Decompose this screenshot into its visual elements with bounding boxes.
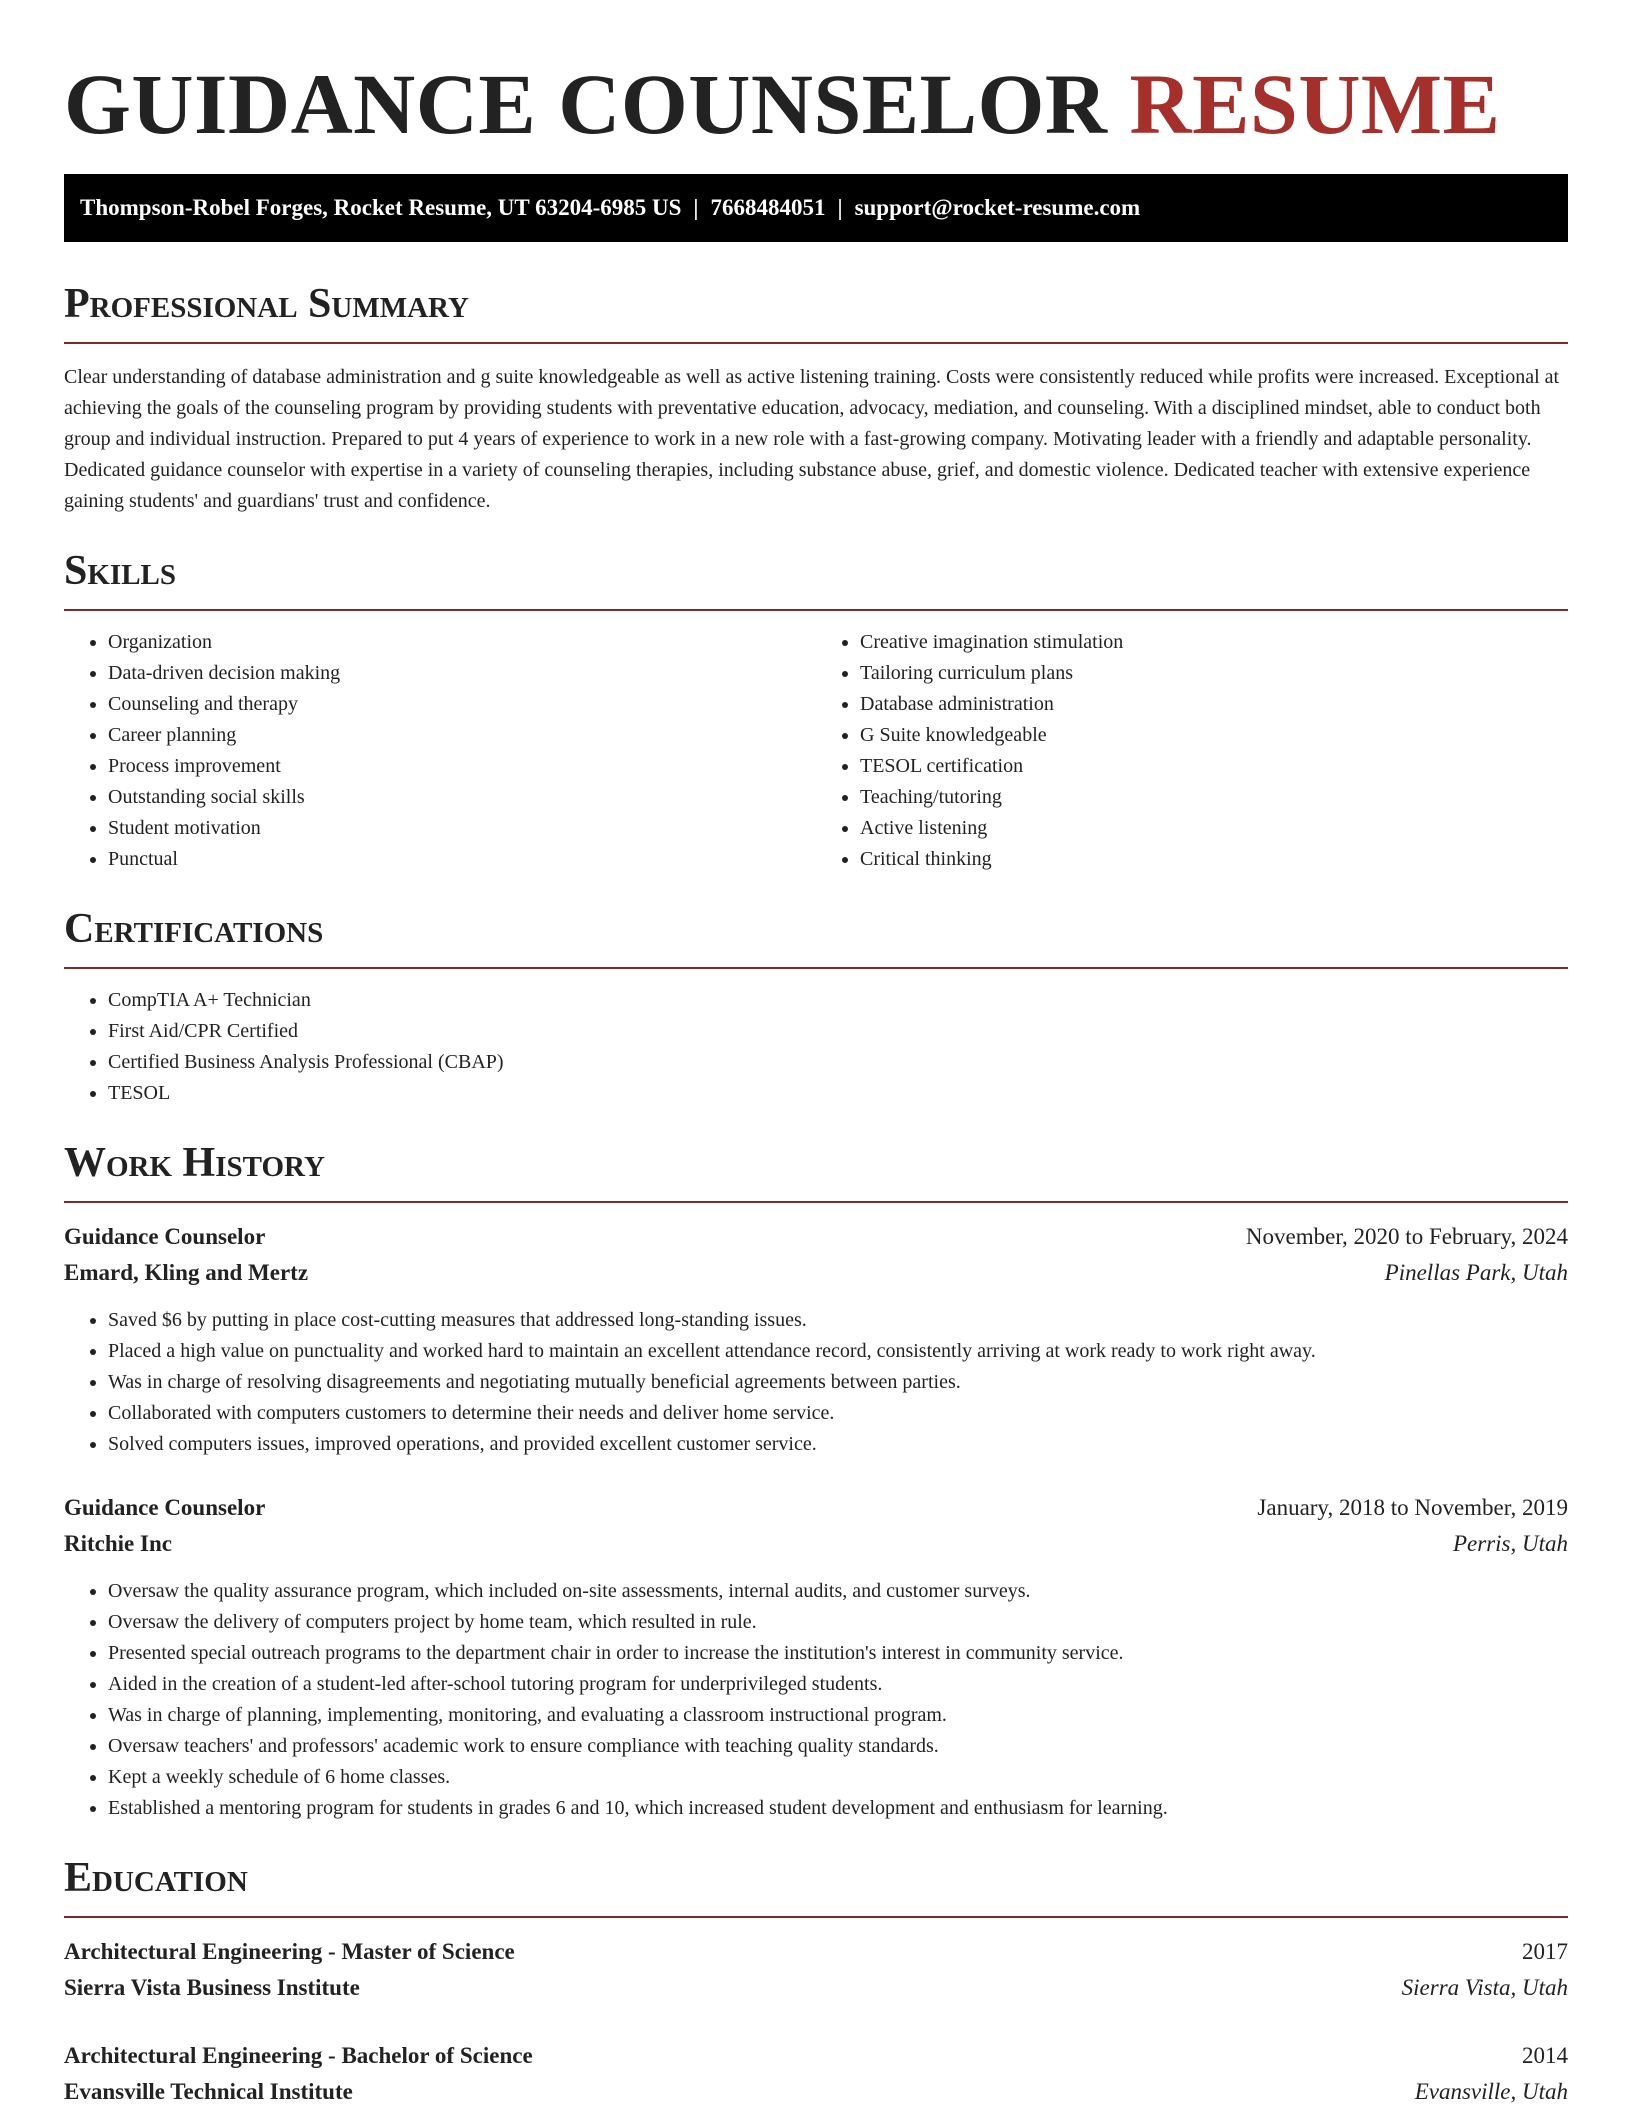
- skill-item: • Creative imagination stimulation: [860, 627, 1568, 658]
- education-school-row: [64, 1970, 1568, 2006]
- education-entry: [64, 2038, 1568, 2110]
- skill-item: • Student motivation: [108, 813, 816, 844]
- contact-address: Thompson-Robel Forges, Rocket Resume, UT 63204-6985 US: [80, 195, 682, 220]
- skill-item: • Organization: [108, 627, 816, 658]
- contact-bar: [64, 174, 1568, 242]
- skill-item: • G Suite knowledgeable: [860, 720, 1568, 751]
- contact-phone[interactable]: 7668484051: [710, 195, 826, 220]
- job-header-row: [64, 1219, 1568, 1255]
- contact-separator: |: [837, 195, 843, 220]
- job-bullet: • Was in charge of resolving disagreements and negotiating mutually beneficial agreements between parties.: [108, 1367, 1568, 1398]
- job-bullets: [64, 1576, 1568, 1824]
- summary-text: Clear understanding of database administration and g suite knowledgeable as well as active listening training. Costs were consistently reduced while profits were increased. Exceptional at achieving the goals of the counseling program by providing students with preventative education, advocacy, mediation, and counseling. With a disciplined mindset, able to conduct both group and individual instruction. Prepared to put 4 years of experience to work in a new role with a fast-growing company. Motivating leader with a friendly and adaptable personality. Dedicated guidance counselor with expertise in a variety of counseling therapies, including substance abuse, grief, and domestic violence. Dedicated teacher with extensive experience gaining students' and guardians' trust and confidence.: [64, 366, 1560, 512]
- resume-page: [64, 0, 1568, 2110]
- job-header-row: [64, 1490, 1568, 1526]
- job-bullet: • Oversaw the quality assurance program, which included on-site assessments, internal audits, and customer surveys.: [108, 1576, 1568, 1607]
- resume-title: [64, 58, 1568, 150]
- job-bullet: • Collaborated with computers customers to determine their needs and deliver home service.: [108, 1398, 1568, 1429]
- job-bullet: • Placed a high value on punctuality and worked hard to maintain an excellent attendance record, consistently arriving at work ready to work right away.: [108, 1336, 1568, 1367]
- skills-list-left: [64, 627, 816, 875]
- education-year: 2014: [1522, 2043, 1568, 2068]
- job-bullet: • Oversaw teachers' and professors' academic work to ensure compliance with teaching quality standards.: [108, 1731, 1568, 1762]
- skill-item: • TESOL certification: [860, 751, 1568, 782]
- education-section: [64, 1854, 1568, 2110]
- job-location: Pinellas Park, Utah: [1384, 1260, 1568, 1285]
- skill-item: • Teaching/tutoring: [860, 782, 1568, 813]
- contact-email[interactable]: support@rocket-resume.com: [854, 195, 1141, 220]
- education-degree-row: [64, 2038, 1568, 2074]
- education-school: Sierra Vista Business Institute: [64, 1975, 360, 2000]
- skill-item: • Career planning: [108, 720, 816, 751]
- job-entry: [64, 1219, 1568, 1460]
- education-school-row: [64, 2074, 1568, 2110]
- certification-item: • Certified Business Analysis Professional (CBAP): [108, 1047, 1568, 1078]
- job-bullet: • Presented special outreach programs to the department chair in order to increase the institution's interest in community service.: [108, 1638, 1568, 1669]
- job-company: Ritchie Inc: [64, 1531, 172, 1556]
- work-history-section: [64, 1139, 1568, 1824]
- section-heading-education: Education: [64, 1854, 1568, 1918]
- certification-item: • First Aid/CPR Certified: [108, 1016, 1568, 1047]
- education-degree: Architectural Engineering - Master of Science: [64, 1939, 515, 1964]
- skill-item: • Active listening: [860, 813, 1568, 844]
- job-bullet: • Established a mentoring program for students in grades 6 and 10, which increased student development and enthusiasm for learning.: [108, 1793, 1568, 1824]
- skill-item: • Critical thinking: [860, 844, 1568, 875]
- education-degree-row: [64, 1934, 1568, 1970]
- skill-item: • Process improvement: [108, 751, 816, 782]
- certifications-section: [64, 905, 1568, 1109]
- education-year: 2017: [1522, 1939, 1568, 1964]
- skills-list-right: [816, 627, 1568, 875]
- title-main: GUIDANCE COUNSELOR: [64, 56, 1108, 152]
- skill-item: • Outstanding social skills: [108, 782, 816, 813]
- job-bullet: • Solved computers issues, improved operations, and provided excellent customer service.: [108, 1429, 1568, 1460]
- job-dates: January, 2018 to November, 2019: [1257, 1495, 1568, 1520]
- skill-item: • Database administration: [860, 689, 1568, 720]
- job-bullet: • Aided in the creation of a student-led after-school tutoring program for underprivileged students.: [108, 1669, 1568, 1700]
- job-location: Perris, Utah: [1453, 1531, 1568, 1556]
- skill-item: • Punctual: [108, 844, 816, 875]
- education-entry: [64, 1934, 1568, 2006]
- skills-section: [64, 547, 1568, 875]
- skill-item: • Tailoring curriculum plans: [860, 658, 1568, 689]
- job-entry: [64, 1490, 1568, 1824]
- section-heading-certifications: Certifications: [64, 905, 1568, 969]
- education-degree: Architectural Engineering - Bachelor of Science: [64, 2043, 533, 2068]
- certification-item: • TESOL: [108, 1078, 1568, 1109]
- job-dates: November, 2020 to February, 2024: [1245, 1224, 1568, 1249]
- job-bullet: • Was in charge of planning, implementing, monitoring, and evaluating a classroom instructional program.: [108, 1700, 1568, 1731]
- section-heading-skills: Skills: [64, 547, 1568, 611]
- job-company-row: [64, 1526, 1568, 1562]
- skills-grid: [64, 627, 1568, 875]
- summary-section: [64, 280, 1568, 517]
- job-company: Emard, Kling and Mertz: [64, 1260, 309, 1285]
- job-bullet: • Oversaw the delivery of computers project by home team, which resulted in rule.: [108, 1607, 1568, 1638]
- contact-separator: |: [693, 195, 699, 220]
- job-company-row: [64, 1255, 1568, 1291]
- section-heading-summary: Professional Summary: [64, 280, 1568, 344]
- skill-item: • Counseling and therapy: [108, 689, 816, 720]
- job-title: Guidance Counselor: [64, 1224, 266, 1249]
- education-location: Sierra Vista, Utah: [1401, 1975, 1568, 2000]
- title-accent: RESUME: [1129, 56, 1501, 152]
- education-location: Evansville, Utah: [1414, 2079, 1568, 2104]
- certification-item: • CompTIA A+ Technician: [108, 985, 1568, 1016]
- skill-item: • Data-driven decision making: [108, 658, 816, 689]
- certifications-list: [64, 985, 1568, 1109]
- job-bullets: [64, 1305, 1568, 1460]
- section-heading-work: Work History: [64, 1139, 1568, 1203]
- job-bullet: • Kept a weekly schedule of 6 home classes.: [108, 1762, 1568, 1793]
- education-school: Evansville Technical Institute: [64, 2079, 353, 2104]
- job-bullet: • Saved $6 by putting in place cost-cutting measures that addressed long-standing issues.: [108, 1305, 1568, 1336]
- job-title: Guidance Counselor: [64, 1495, 266, 1520]
